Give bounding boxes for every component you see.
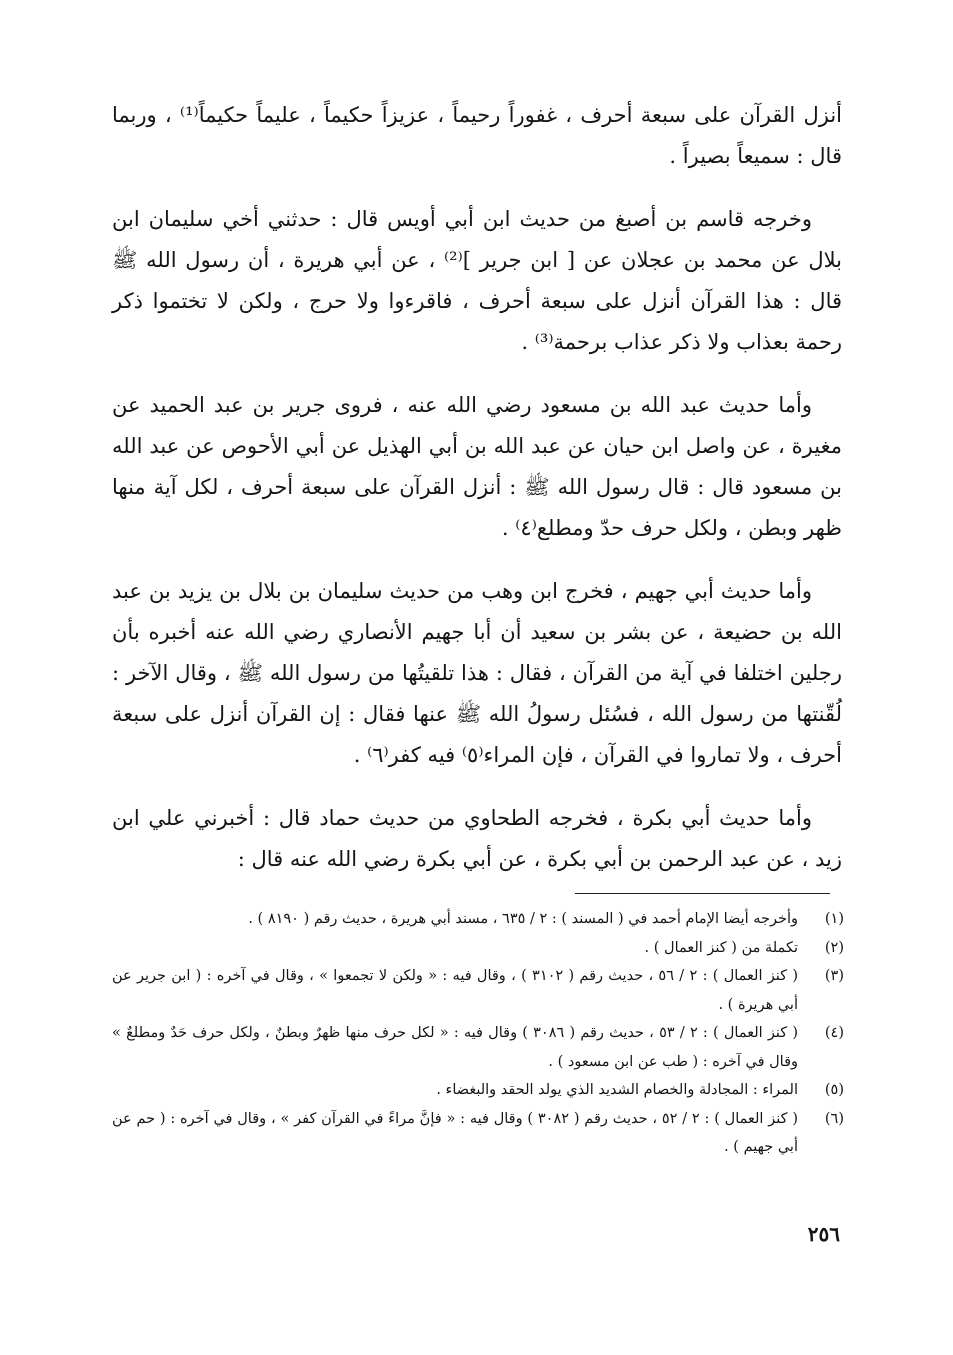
footnote-text: ( كنز العمال ) : ٢ / ٥٣ ، حديث رقم ( ٣٠٨٦ ) وقال فيه : « لكل حرف منها ظهرٌ وبطنٌ ، ولكل حرف حَدٌ ومطلعٌ » وقال في آخره : ( طب عن ابن مسعود ) . xyxy=(112,1025,798,1070)
footnote-1 xyxy=(112,905,844,934)
page-number: ٢٥٦ xyxy=(807,1222,840,1246)
footnote-5 xyxy=(112,1076,844,1105)
paragraph-4: وأما حديث أبي جهيم ، فخرج ابن وهب من حديث سليمان بن بلال بن يزيد بن عبد الله بن حضيعة ، عن بشر بن سعيد أن أبا جهيم الأنصاري رضي الله عنه أخبره بأن رجلين اختلفا في آية من القرآن ، فقال : هذا تلقيتُها من رسول الله ﷺ ، وقال الآخر : لُقّنتها من رسول الله ، فسُئل رسولُ الله ﷺ عنها فقال : إن القرآن أنزل على سبعة أحرف ، ولا تماروا في القرآن ، فإن المراء⁽٥⁾ فيه كفر⁽٦⁾ . xyxy=(112,579,842,767)
footnote-number: (٥) xyxy=(824,1082,844,1098)
footnote-number: (٤) xyxy=(824,1025,844,1041)
paragraph-5: وأما حديث أبي بكرة ، فخرجه الطحاوي من حديث حماد قال : أخبرني علي ابن زيد ، عن عبد الرحمن بن أبي بكرة ، عن أبي بكرة رضي الله عنه قال : xyxy=(112,806,842,871)
footnote-text: وأخرجه أيضا الإمام أحمد في ( المسند ) : ٢ / ٦٣٥ ، مسند أبي هريرة ، حديث رقم ( ٨١٩٠ ) . xyxy=(248,911,798,927)
footnote-6 xyxy=(112,1105,844,1162)
footnote-text: تكملة من ( كنز العمال ) . xyxy=(644,939,798,956)
footnote-4 xyxy=(112,1019,844,1076)
footnote-separator xyxy=(575,893,830,894)
main-text xyxy=(112,95,842,902)
footnote-text: المراء : المجادلة والخصام الشديد الذي يولد الحقد والبغضاء . xyxy=(436,1082,798,1098)
footnote-number: (٦) xyxy=(824,1110,844,1127)
footnotes xyxy=(112,905,844,1162)
footnote-number: (٣) xyxy=(824,968,844,984)
paragraph-1: أنزل القرآن على سبعة أحرف ، غفوراً رحيماً ، عزيزاً حكيماً ، عليماً حكيماً⁽¹⁾ ، وربما قال : سميعاً بصيراً . xyxy=(112,103,843,168)
footnote-2 xyxy=(112,934,844,963)
footnote-number: (١) xyxy=(824,911,844,927)
footnote-text: ( كنز العمال ) : ٢ / ٥٦ ، حديث رقم ( ٣١٠٢ ) ، وقال فيه : « ولكن لا تجمعوا » ، وقال في آخره : ( ابن جرير عن أبي هريرة ) . xyxy=(112,968,798,1013)
footnote-3 xyxy=(112,962,844,1019)
paragraph-2: وخرجه قاسم بن أصبغ من حديث ابن أبي أويس قال : حدثني أخي سليمان ابن بلال عن محمد بن عجلان عن [ ابن جرير ]⁽²⁾ ، عن أبي هريرة ، أن رسول الله ﷺ قال : هذا القرآن أنزل على سبعة أحرف ، فاقرءوا ولا حرج ، ولكن لا تختموا ذكر رحمة بعذاب ولا ذكر عذاب برحمة⁽³⁾ . xyxy=(112,207,842,354)
footnote-text: ( كنز العمال ) : ٢ / ٥٢ ، حديث رقم ( ٣٠٨٢ ) وقال فيه : « فإنَّ مراءً في القرآن كفر » ، وقال في آخره : ( حم عن أبي جهيم ) . xyxy=(112,1110,798,1155)
footnote-number: (٢) xyxy=(824,939,844,956)
paragraph-3: وأما حديث عبد الله بن مسعود رضي الله عنه ، فروى جرير بن عبد الحميد عن مغيرة ، عن واصل ابن حيان عن عبد الله بن أبي الهذيل عن أبي الأحوص عن عبد الله بن مسعود قال : قال رسول الله ﷺ : أنزل القرآن على سبعة أحرف ، لكل آية منها ظهر وبطن ، ولكل حرف حدّ ومطلع⁽٤⁾ . xyxy=(112,393,842,540)
